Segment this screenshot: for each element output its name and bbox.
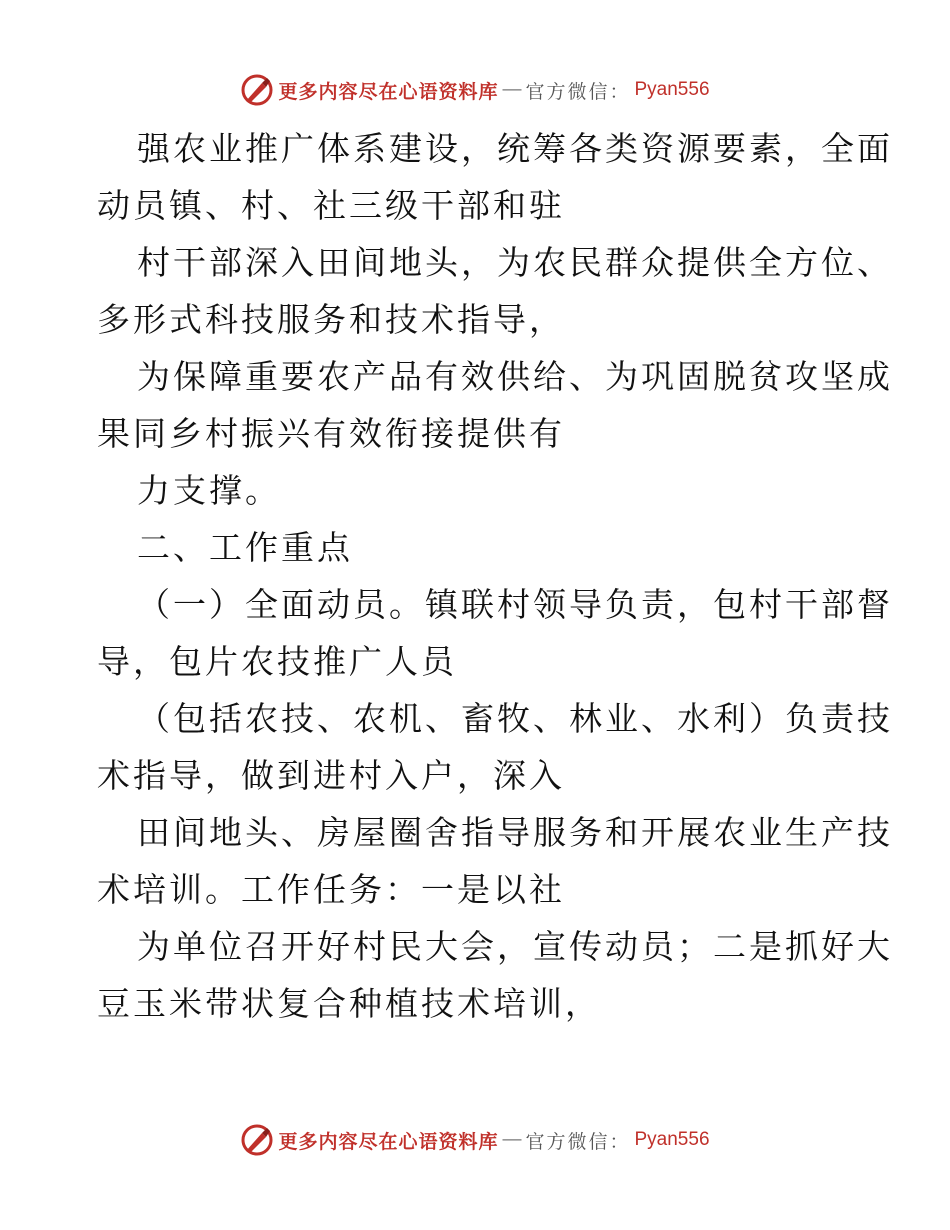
text-line: 为单位召开好村民大会，宣传动员；二是抓好大: [137, 927, 893, 966]
text-line: 导，包片农技推广人员: [97, 642, 457, 681]
watermark-id: Pyan556: [634, 1129, 710, 1150]
text-line: （包括农技、农机、畜牧、林业、水利）负责技: [137, 699, 893, 738]
text-line: 为保障重要农产品有效供给、为巩固脱贫攻坚成: [137, 357, 893, 396]
text-line: 动员镇、村、社三级干部和驻: [97, 186, 565, 225]
text-line: （一）全面动员。镇联村领导负责，包村干部督: [137, 585, 893, 624]
watermark-dash: —: [502, 1129, 522, 1150]
section-heading: 二、工作重点: [137, 528, 353, 567]
text-line: 豆玉米带状复合种植技术培训，: [97, 984, 601, 1023]
text-line: 强农业推广体系建设，统筹各类资源要素，全面: [137, 129, 893, 168]
text-line: 田间地头、房屋圈舍指导服务和开展农业生产技: [137, 813, 893, 852]
watermark-dash: —: [502, 79, 522, 100]
watermark-text: 更多内容尽在心语资料库: [278, 80, 499, 103]
watermark-id: Pyan556: [634, 79, 710, 100]
watermark-official: 官方微信：: [525, 81, 631, 103]
text-line: 果同乡村振兴有效衔接提供有: [97, 414, 565, 453]
header-watermark: [0, 70, 950, 110]
document-body: [97, 120, 893, 1032]
pen-logo-icon: [240, 1123, 274, 1157]
text-line: 多形式科技服务和技术指导，: [97, 300, 565, 339]
watermark-official: 官方微信：: [525, 1131, 631, 1153]
pen-logo-icon: [240, 73, 274, 107]
footer-watermark: [0, 1120, 950, 1160]
text-line: 力支撑。: [137, 471, 281, 510]
text-line: 村干部深入田间地头，为农民群众提供全方位、: [137, 243, 893, 282]
text-line: 术指导，做到进村入户，深入: [97, 756, 565, 795]
watermark-text: 更多内容尽在心语资料库: [278, 1130, 499, 1153]
text-line: 术培训。工作任务：一是以社: [97, 870, 565, 909]
